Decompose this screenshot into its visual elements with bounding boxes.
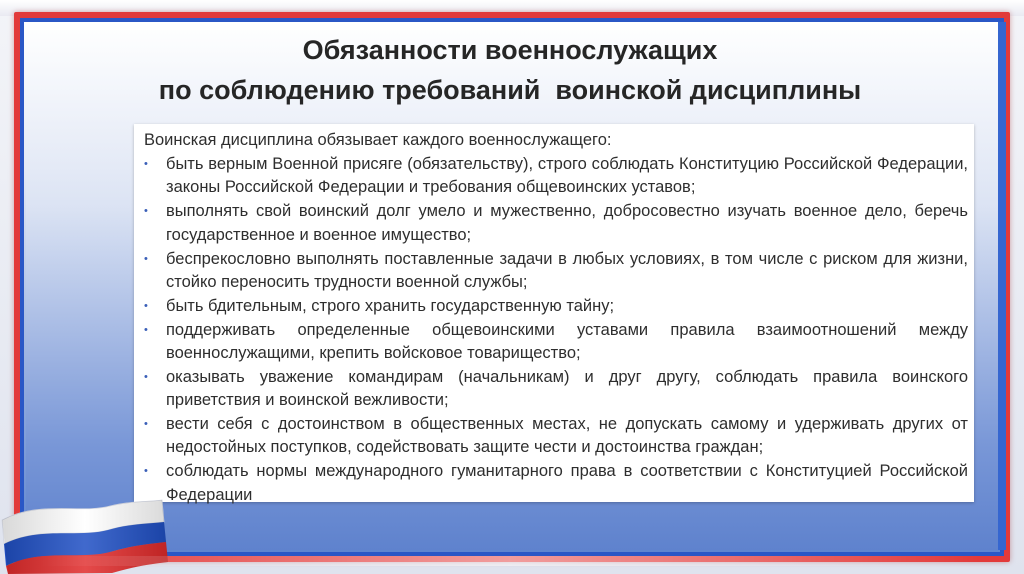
list-item-text: поддерживать определенные общевоинскими уставами правила взаимоотношений между военнослужащими, крепить войсковое товарищество; [166,320,968,363]
list-item-text: соблюдать нормы международного гуманитарного права в соответствии с Конституцией Российской Федерации [166,462,968,504]
list-item [144,460,968,506]
bullet-icon: • [144,158,148,171]
list-item-text: быть верным Военной присяге (обязательству), строго соблюдать Конституцию Российской Федерации, законы Российской Федерации и требования общевоинских уставов; [166,155,968,197]
title-line-1: Обязанности военнослужащих [302,35,718,65]
list-item-text: выполнять свой воинский долг умело и мужественно, добросовестно изучать военное дело, беречь государственное и военное имущество; [166,202,968,244]
slide-title [70,30,950,110]
bullet-icon: • [144,323,148,336]
intro-text: Воинская дисциплина обязывает каждого военнослужащего: [144,131,612,149]
list-item [144,153,968,199]
list-item [144,413,968,459]
list-item [144,248,968,294]
bullet-icon: • [144,252,148,265]
list-item-text: беспрекословно выполнять поставленные задачи в любых условиях, в том числе с риском для жизни, стойко переносить трудности военной службы; [166,249,968,291]
list-item-text: быть бдительным, строго хранить государственную тайну; [166,296,615,315]
bullet-icon: • [144,205,148,218]
bullet-icon: • [144,299,148,312]
bottom-decoration [40,556,980,566]
list-item-text: оказывать уважение командирам (начальникам) и друг другу, соблюдать правила воинского приветствия и воинской вежливости; [166,368,968,410]
bullet-icon: • [144,465,148,478]
list-item [144,200,968,246]
list-item [144,319,968,365]
bullet-icon: • [144,418,148,431]
bullet-icon: • [144,371,148,384]
content-box [134,124,974,502]
list-item [144,366,968,412]
list-item [144,295,968,318]
title-line-2: по соблюдению требований воинской дисциплины [158,75,862,105]
list-item-text: вести себя с достоинством в общественных местах, не допускать самому и удерживать других от недостойных поступков, содействовать защите чести и достоинства граждан; [166,415,968,457]
duties-list [144,153,968,507]
